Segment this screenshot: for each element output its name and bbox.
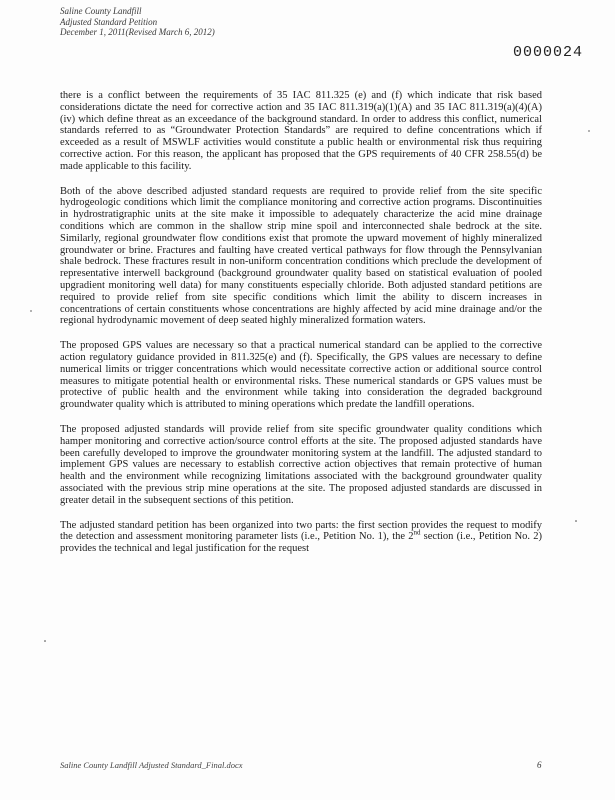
footer-page-number: 6 (537, 760, 542, 770)
scan-speck (575, 520, 577, 522)
superscript-text: nd (413, 528, 421, 537)
paragraph-text: The adjusted standard petition has been organized into two parts: the first section provides the request to modify the detection and assessment monitoring parameter lists (i.e., Petition No. 1), the 2 (60, 519, 542, 543)
body-paragraph (60, 340, 542, 411)
body-paragraph (60, 520, 542, 555)
paragraph-text: there is a conflict between the requirements of 35 IAC 811.325 (e) and (f) which indicate that risk based considerations dictate the need for corrective action and 35 IAC 811.319(a)(1)(A) and 35 IAC 811.319(a)(4)(A)(iv) which define threat as an exceedance of the background standard. In order to address this conflict, numerical standards referred to as “Groundwater Protection Standards” are required to define concentrations which if exceeded as a result of MSWLF activities would constitute a public health or environmental risk thus requiring corrective action. For this reason, the applicant has proposed that the GPS requirements of 40 CFR 258.55(d) be made applicable to this facility. (60, 90, 542, 172)
paragraph-text: section (i.e., Petition No. 2) provides the technical and legal justification for the request (60, 531, 542, 555)
page-id-stamp: 0000024 (512, 44, 583, 61)
footer-filename: Saline County Landfill Adjusted Standard_Final.docx (60, 760, 243, 770)
scan-speck (588, 130, 590, 132)
body-paragraph (60, 424, 542, 507)
header-date: December 1, 2011(Revised March 6, 2012) (60, 27, 215, 37)
scan-speck (30, 310, 32, 312)
scan-speck (44, 640, 46, 642)
header-facility-name: Saline County Landfill (60, 6, 142, 16)
body-paragraph (60, 90, 542, 173)
document-body (60, 90, 542, 568)
paragraph-text: The proposed adjusted standards will provide relief from site specific groundwater quality conditions which hamper monitoring and corrective action/source control efforts at the site. The proposed adjusted standards have been carefully developed to improve the groundwater monitoring system at the landfill. The adjusted standard to implement GPS values are necessary to establish corrective action objectives that remain protective of human health and the environment while recognizing limitations associated with the background groundwater quality associated with the previous strip mine operations at the site. The proposed adjusted standards are discussed in greater detail in the subsequent sections of this petition. (60, 423, 542, 506)
header-document-title: Adjusted Standard Petition (60, 16, 158, 27)
body-paragraph (60, 186, 542, 328)
document-header (60, 6, 215, 38)
paragraph-text: The proposed GPS values are necessary so that a practical numerical standard can be applied to the corrective action regulatory guidance provided in 811.325(e) and (f). Specifically, the GPS values are necessary to define numerical limits or trigger concentrations which would necessitate corrective action or additional source control measures to mitigate potential health or environmental risks. These numerical standards or GPS values must be protective of public health and the environment while taking into consideration the degraded background groundwater quality which is attributed to mining operations which predate the landfill operations. (60, 340, 542, 411)
paragraph-text: Both of the above described adjusted standard requests are required to provide relief from the site specific hydrogeologic conditions which limit the compliance monitoring and corrective action programs. Discontinuities in hydrostratigraphic units at the site make it impossible to adequately characterize the acid mine drainage conditions which are common in the shallow strip mine spoil and interconnected shale bedrock at the site. Similarly, regional groundwater flow conditions exist that promote the upward movement of highly mineralized groundwater or brine. Fractures and faulting have created vertical pathways for flow through the Pennsylvanian shale bedrock. These fractures result in non-uniform concentration conditions which preclude the development of representative interwell background (background groundwater quality based on statistical evaluation of pooled upgradient monitoring well data) for many constituents especially chloride. Both adjusted standard petitions are required to provide relief from site specific conditions which limit the ability to discern increases in concentrations of certain constituents whose concentrations are highly affected by acid mine drainage and/or the regional hydrodynamic movement of deep seated highly mineralized formation waters. (60, 185, 542, 327)
